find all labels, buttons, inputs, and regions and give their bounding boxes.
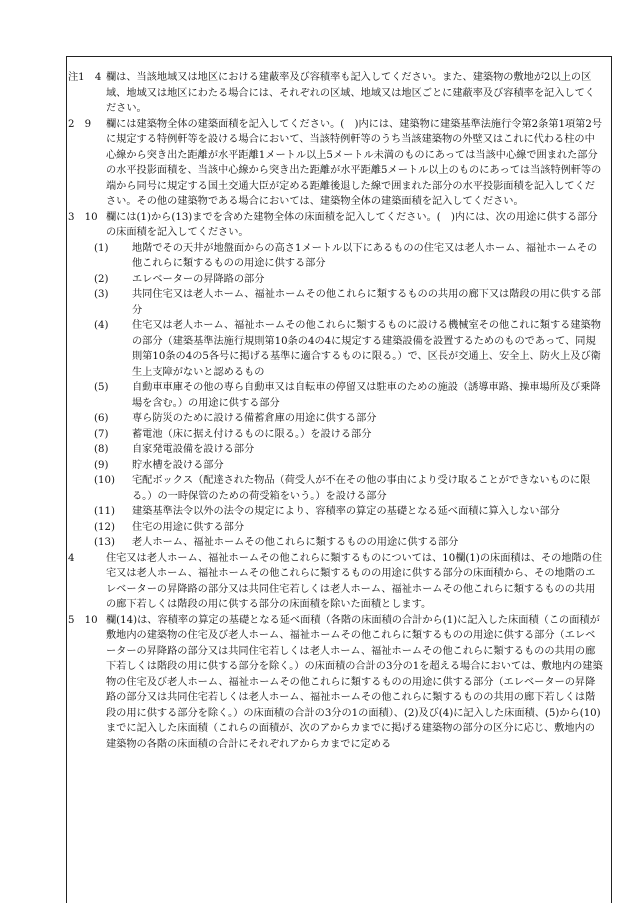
sub-item xyxy=(68,535,604,551)
sub-item xyxy=(68,473,604,504)
note-2 xyxy=(68,117,604,210)
sub-item-text: 建築基準法令以外の法令の規定により、容積率の算定の基礎となる延べ面積に算入しない部分 xyxy=(132,506,560,517)
sub-item-number: (13) xyxy=(94,537,115,548)
sub-item-text: 住宅又は老人ホーム、福祉ホームその他これらに類するものに設ける機械室その他これに類する建築物の部分（建築基準法施行規則第10条の4の4に規定する建築設備を設置するためのものであって、同規則第10条の4の5各号に掲げる基準に適合するものに限る。）で、区長が交通上、安全上、防火上及び衛生上支障がないと認めるもの xyxy=(132,320,601,378)
note-number: 3 10 xyxy=(68,211,98,223)
sub-item-text: 自家発電設備を設ける部分 xyxy=(132,444,255,455)
note-1 xyxy=(68,70,604,117)
sub-item xyxy=(68,318,604,380)
sub-item-number: (8) xyxy=(94,444,109,455)
note-text: 欄には建築物全体の建築面積を記入してください。( )内には、建築物に建築基準法施行令第2条第1項第2号に規定する特例軒等を設ける場合において、当該特例軒等のうち当該建築物の外壁又はこれに代わる柱の中心線から突き出た距離が水平距離1メートル以上5メートル未満のものにあっては当該中心線で囲まれた部分の水平投影面積を、当該中心線から突き出た距離が水平距離5メートル以上のものにあっては当該特例軒等の端から同号に規定する国土交通大臣が定める距離後退した線で囲まれた部分の水平投影面積を記入してください。その他の建築物である場合においては、建築物全体の建築面積を記入してください。 xyxy=(106,118,603,207)
sub-item-text: 蓄電池（床に据え付けるものに限る。）を設ける部分 xyxy=(132,428,372,440)
sub-item-text: エレベーターの昇降路の部分 xyxy=(132,273,265,285)
note-number: 注1 4 xyxy=(68,72,102,83)
sub-item xyxy=(68,272,604,288)
sub-item-number: (7) xyxy=(94,428,109,440)
notes-section xyxy=(68,70,604,752)
note-text: 欄は、当該地域又は地区における建蔽率及び容積率も記入してください。また、建築物の敷地が2以上の区域、地域又は地区にわたる場合には、それぞれの区域、地域又は地区ごとに建蔽率及び容積率を記入してください。 xyxy=(106,72,595,114)
note-3 xyxy=(68,210,604,241)
sub-item-number: (3) xyxy=(94,289,109,300)
sub-item xyxy=(68,380,604,411)
sub-item xyxy=(68,427,604,443)
sub-item-number: (4) xyxy=(94,320,109,331)
sub-item xyxy=(68,458,604,474)
sub-item xyxy=(68,504,604,520)
sub-item xyxy=(68,411,604,427)
sub-item-text: 地階でその天井が地盤面からの高さ1メートル以下にあるものの住宅又は老人ホーム、福祉ホームその他これらに類するものの用途に供する部分 xyxy=(132,242,598,269)
note-5 xyxy=(68,613,604,753)
note-text: 欄には(1)から(13)までを含めた建物全体の床面積を記入してください。( )内には、次の用途に供する部分の床面積を記入してください。 xyxy=(106,211,598,238)
sub-item-number: (12) xyxy=(94,521,115,533)
sub-item xyxy=(68,241,604,272)
sub-item-text: 住宅の用途に供する部分 xyxy=(132,521,245,533)
sub-item-number: (1) xyxy=(94,242,109,254)
sub-item-number: (5) xyxy=(94,382,109,393)
sub-item-number: (6) xyxy=(94,413,109,424)
note-text: 欄(14)は、容積率の算定の基礎となる延べ面積（各階の床面積の合計から(1)に記入した床面積（この面積が敷地内の建築物の住宅及び老人ホーム、福祉ホームその他これらに類するものの用途に供する部分（エレベーターの昇降路の部分又は共同住宅若しくは老人ホーム、福祉ホームその他これらに類するものの共用の廊下若しくは階段の用に供する部分を除く。）の床面積の合計の3分の1を超える場合においては、敷地内の建築物の住宅及び老人ホーム、福祉ホームその他これらに類するものの用途に供する部分（エレベーターの昇降路の部分又は共同住宅若しくは老人ホーム、福祉ホームその他これらに類するものの共用の廊下若しくは階段の用に供する部分を除く。）の床面積の合計の3分の1の面積）、(2)及び(4)に記入した床面積、(5)から(10)までに記入した床面積（これらの面積が、次のアからカまでに掲げる建築物の部分の区分に応じ、敷地内の建築物の各階の床面積の合計にそれぞれアからカまでに定める xyxy=(106,614,603,750)
sub-item xyxy=(68,287,604,318)
note-number: 5 10 xyxy=(68,614,98,626)
note-text: 住宅又は老人ホーム、福祉ホームその他これらに類するものについては、10欄(1)の床面積は、その地階の住宅又は老人ホーム、福祉ホームその他これらに類するものの用途に供する部分の床面積から、その地階のエレベーターの昇降路の部分又は共同住宅若しくは老人ホーム、福祉ホームその他これらに類するものの共用の廊下若しくは階段の用に供する部分の床面積を除いた面積とします。 xyxy=(106,552,603,610)
sub-item-text: 貯水槽を設ける部分 xyxy=(132,459,224,471)
sub-item-text: 宅配ボックス（配達された物品（荷受人が不在その他の事由により受け取ることができないものに限る。）の一時保管のための荷受箱をいう。）を設ける部分 xyxy=(132,475,591,502)
sub-item xyxy=(68,520,604,536)
sub-item-text: 自動車車庫その他の専ら自動車又は自転車の停留又は駐車のための施設（誘導車路、操車場所及び乗降場を含む。）の用途に供する部分 xyxy=(132,382,601,409)
sub-item-text: 専ら防災のために設ける備蓄倉庫の用途に供する部分 xyxy=(132,413,377,424)
sub-item-number: (10) xyxy=(94,475,115,486)
sub-item-number: (11) xyxy=(94,506,115,517)
note-number: 2 9 xyxy=(68,118,92,130)
note-number: 4 xyxy=(68,552,75,564)
sub-item-text: 共同住宅又は老人ホーム、福祉ホームその他これらに類するものの共用の廊下又は階段の用に供する部分 xyxy=(132,289,601,316)
sub-item-number: (9) xyxy=(94,459,109,471)
sub-item-text: 老人ホーム、福祉ホームその他これらに類するものの用途に供する部分 xyxy=(132,537,459,548)
note-4 xyxy=(68,551,604,613)
sub-item-number: (2) xyxy=(94,273,109,285)
sub-item xyxy=(68,442,604,458)
